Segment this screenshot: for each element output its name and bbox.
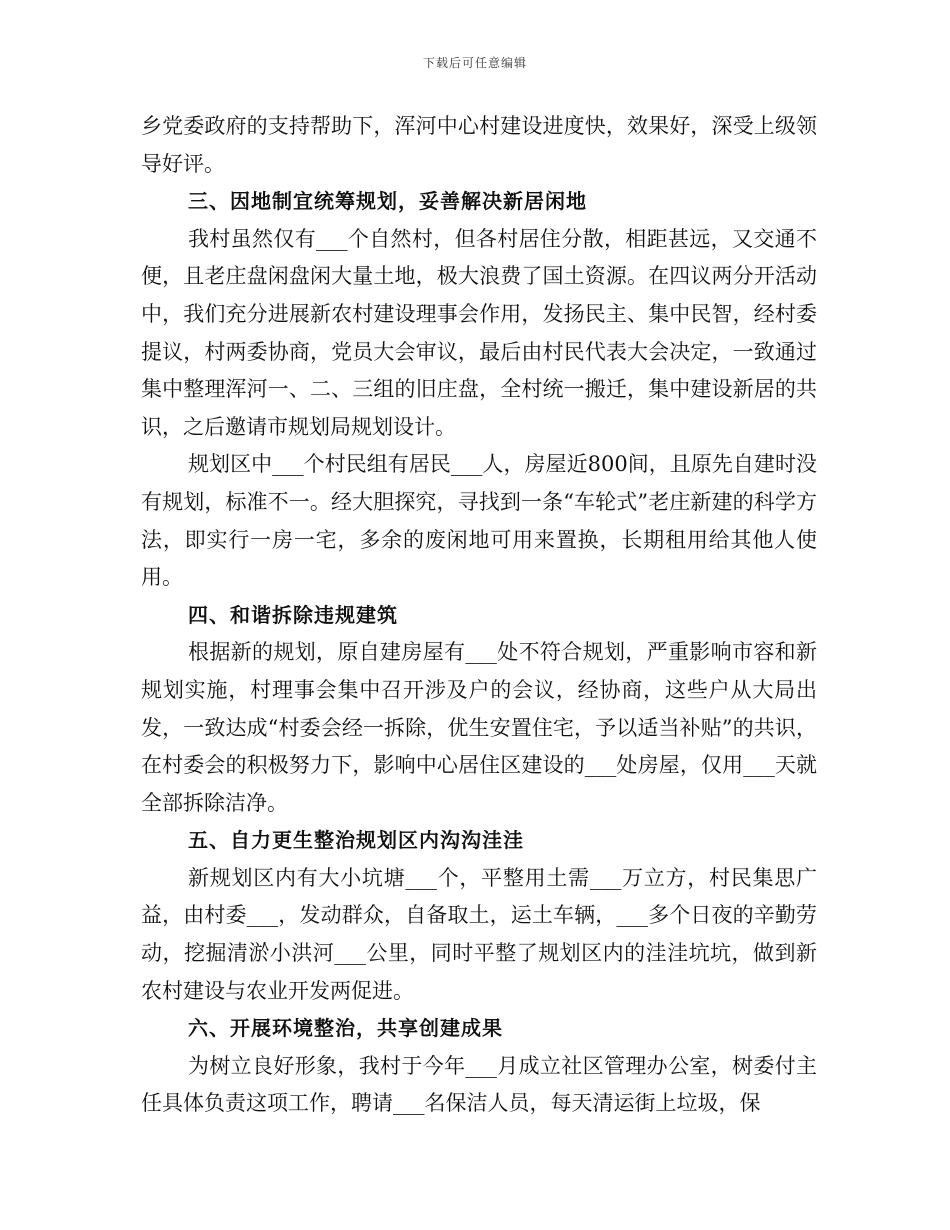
document-body [141,108,817,1123]
section-heading-6: 六、开展环境整治，共享创建成果 [188,1016,503,1041]
paragraph-continuation: 乡党委政府的支持帮助下，浑河中心村建设进度快，效果好，深受上级领导好评。 [141,114,817,176]
section-heading-5: 五、自力更生整治规划区内沟沟洼洼 [188,828,524,853]
paragraph-land-leveling: 新规划区内有大小坑塘___个，平整用土需___万立方，村民集思广益，由村委___，发动群众，自备取土，运土车辆，___多个日夜的辛勤劳动，挖掘清淤小洪河___公里，同时平整了规划区内的洼洼坑坑，做到新农村建设与农业开发两促进。 [141,865,817,1003]
section-heading-3: 三、因地制宜统筹规划，妥善解决新居闲地 [188,189,587,214]
section-heading-4: 四、和谐拆除违规建筑 [188,602,398,627]
paragraph-environment: 为树立良好形象，我村于今年___月成立社区管理办公室，树委付主任具体负责这项工作，聘请___名保洁人员，每天清运街上垃圾，保 [141,1053,817,1116]
page-header: 下载后可任意编辑 [422,56,527,70]
paragraph-planning: 我村虽然仅有___个自然村，但各村居住分散，相距甚远，又交通不便，且老庄盘闲盘闲大量土地，极大浪费了国土资源。在四议两分开活动中，我们充分进展新农村建设理事会作用，发扬民主、集中民智，经村委提议，村两委协商，党员大会审议，最后由村民代表大会决定，一致通过集中整理浑河一、二、三组的旧庄盘，全村统一搬迁，集中建设新居的共识，之后邀请市规划局规划设计。 [141,226,817,439]
paragraph-demolition: 根据新的规划，原自建房屋有___处不符合规划，严重影响市容和新规划实施，村理事会集中召开涉及户的会议，经协商，这些户从大局出发，一致达成“村委会经一拆除，优生安置住宅，予以适当补贴”的共识，在村委会的积极努力下，影响中心居住区建设的___处房屋，仅用___天就全部拆除洁净。 [141,640,817,815]
paragraph-planning-area: 规划区中___个村民组有居民___人，房屋近800间，且原先自建时没有规划，标准不一。经大胆探究，寻找到一条“车轮式”老庄新建的科学方法，即实行一房一宅，多余的废闲地可用来置换，长期租用给其他人使用。 [141,452,817,590]
